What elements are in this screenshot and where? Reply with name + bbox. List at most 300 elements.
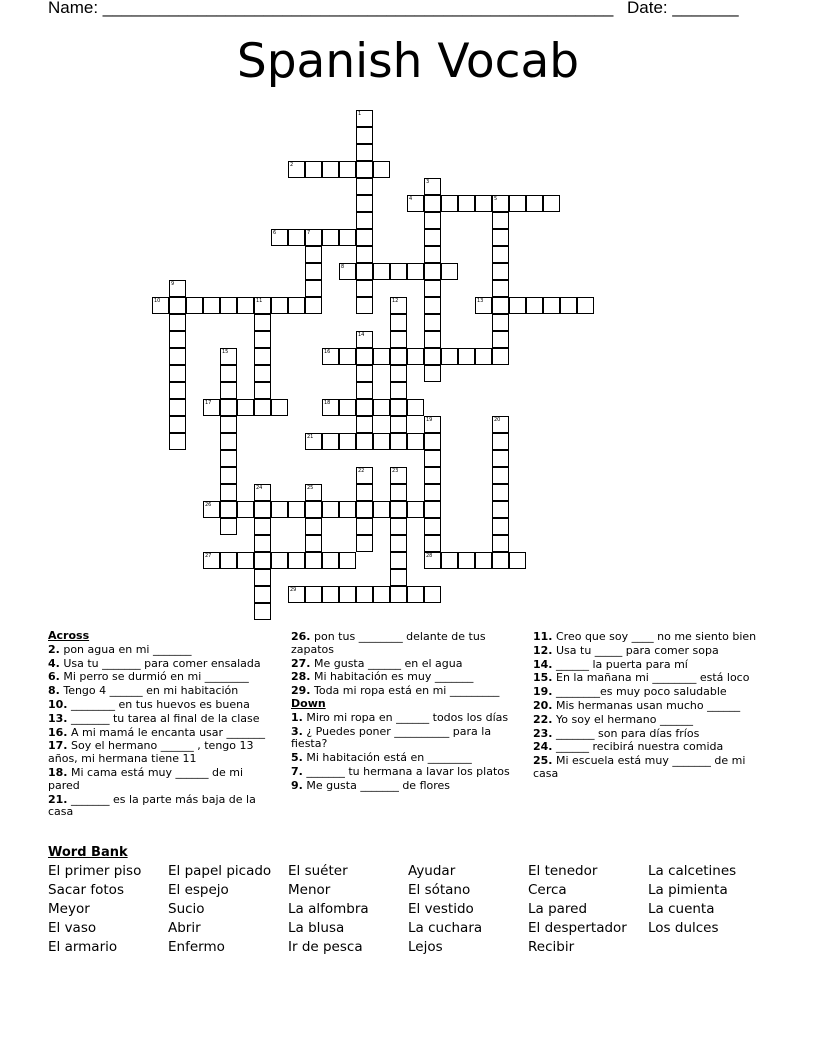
- clue-number: 25: [307, 485, 314, 491]
- crossword-cell[interactable]: [356, 229, 373, 246]
- crossword-cell[interactable]: [424, 331, 441, 348]
- crossword-cell[interactable]: [492, 297, 509, 314]
- clue-text: _______ son para días fríos: [552, 726, 700, 740]
- clue-number-label: 18.: [48, 765, 68, 779]
- crossword-cell[interactable]: [424, 450, 441, 467]
- crossword-cell[interactable]: [305, 501, 322, 518]
- crossword-cell[interactable]: [305, 246, 322, 263]
- crossword-cell[interactable]: [220, 365, 237, 382]
- crossword-cell[interactable]: [492, 535, 509, 552]
- clue-number-label: 17.: [48, 739, 68, 753]
- crossword-cell[interactable]: [492, 195, 509, 212]
- crossword-cell[interactable]: [169, 297, 186, 314]
- crossword-cell[interactable]: [492, 280, 509, 297]
- crossword-cell[interactable]: [441, 552, 458, 569]
- word-bank-column: [408, 862, 528, 957]
- clue-number: 12: [392, 298, 399, 304]
- crossword-cell[interactable]: [441, 263, 458, 280]
- crossword-cell[interactable]: [424, 297, 441, 314]
- crossword-cell[interactable]: [322, 501, 339, 518]
- crossword-cell[interactable]: [356, 110, 373, 127]
- crossword-cell[interactable]: [237, 552, 254, 569]
- crossword-cell[interactable]: [424, 484, 441, 501]
- crossword-cell[interactable]: [390, 348, 407, 365]
- clue-text: ______ recibirá nuestra comida: [552, 740, 724, 754]
- crossword-cell[interactable]: [220, 297, 237, 314]
- crossword-cell[interactable]: [424, 433, 441, 450]
- crossword-cell[interactable]: [254, 297, 271, 314]
- crossword-cell[interactable]: [254, 382, 271, 399]
- crossword-cell[interactable]: [254, 484, 271, 501]
- clue-number-label: 6.: [48, 670, 60, 684]
- crossword-cell[interactable]: [203, 297, 220, 314]
- crossword-cell[interactable]: [407, 399, 424, 416]
- crossword-cell[interactable]: [475, 297, 492, 314]
- crossword-cell[interactable]: [288, 161, 305, 178]
- crossword-cell[interactable]: [492, 331, 509, 348]
- crossword-cell[interactable]: [543, 195, 560, 212]
- crossword-cell[interactable]: [288, 297, 305, 314]
- crossword-cell[interactable]: [186, 297, 203, 314]
- crossword-cell[interactable]: [407, 433, 424, 450]
- crossword-cell[interactable]: [305, 433, 322, 450]
- crossword-cell[interactable]: [254, 603, 271, 620]
- crossword-cell[interactable]: [356, 178, 373, 195]
- clue: [291, 671, 519, 684]
- crossword-cell[interactable]: [424, 263, 441, 280]
- crossword-cell[interactable]: [203, 399, 220, 416]
- clue-number: 13: [477, 298, 484, 304]
- crossword-cell[interactable]: [169, 280, 186, 297]
- clue-number: 23: [392, 468, 399, 474]
- crossword-cell[interactable]: [390, 535, 407, 552]
- crossword-cell[interactable]: [390, 365, 407, 382]
- crossword-cell[interactable]: [356, 586, 373, 603]
- crossword-cell[interactable]: [322, 552, 339, 569]
- clues-column-3: [533, 630, 765, 781]
- crossword-cell[interactable]: [305, 161, 322, 178]
- clue-number: 28: [426, 553, 433, 559]
- crossword-cell[interactable]: [356, 467, 373, 484]
- clue-text: Usa tu _______ para comer ensalada: [59, 656, 261, 670]
- crossword-cell[interactable]: [220, 416, 237, 433]
- name-field[interactable]: Name: ______________________________________________________: [48, 0, 614, 17]
- crossword-cell[interactable]: [492, 314, 509, 331]
- crossword-cell[interactable]: [254, 552, 271, 569]
- crossword-cell[interactable]: [254, 399, 271, 416]
- crossword-cell[interactable]: [254, 535, 271, 552]
- clue-number-label: 26.: [291, 630, 311, 643]
- crossword-cell[interactable]: [475, 348, 492, 365]
- crossword-cell[interactable]: [356, 331, 373, 348]
- crossword-cell[interactable]: [305, 518, 322, 535]
- crossword-cell[interactable]: [424, 212, 441, 229]
- crossword-cell[interactable]: [254, 501, 271, 518]
- crossword-cell[interactable]: [339, 433, 356, 450]
- crossword-cell[interactable]: [356, 416, 373, 433]
- crossword-cell[interactable]: [458, 552, 475, 569]
- clue-text: Mi perro se durmió en mi ________: [59, 670, 249, 684]
- crossword-cell[interactable]: [475, 552, 492, 569]
- clue: [533, 659, 765, 672]
- crossword-cell[interactable]: [339, 161, 356, 178]
- crossword-cell[interactable]: [220, 450, 237, 467]
- word-bank-word: El primer piso: [48, 863, 142, 879]
- crossword-cell[interactable]: [424, 365, 441, 382]
- crossword-cell[interactable]: [356, 433, 373, 450]
- word-bank-word: La blusa: [288, 920, 345, 936]
- crossword-cell[interactable]: [526, 195, 543, 212]
- clue-number-label: 20.: [533, 698, 553, 712]
- crossword-cell[interactable]: [543, 297, 560, 314]
- crossword-cell[interactable]: [305, 484, 322, 501]
- clue: [291, 766, 519, 779]
- crossword-cell[interactable]: [509, 297, 526, 314]
- crossword-cell[interactable]: [254, 569, 271, 586]
- clue-number-label: 7.: [291, 764, 303, 778]
- crossword-cell[interactable]: [356, 263, 373, 280]
- crossword-cell[interactable]: [305, 280, 322, 297]
- crossword-cell[interactable]: [475, 195, 492, 212]
- crossword-cell[interactable]: [424, 416, 441, 433]
- clue-text: Mi escuela está muy _______ de mi casa: [533, 754, 746, 780]
- crossword-cell[interactable]: [373, 586, 390, 603]
- clue-number-label: 12.: [533, 643, 553, 657]
- clue-number: 6: [273, 230, 277, 236]
- clue: [48, 658, 276, 671]
- word-bank-word: Los dulces: [648, 920, 719, 936]
- clue-number-label: 27.: [291, 656, 311, 670]
- crossword-cell[interactable]: [322, 161, 339, 178]
- crossword-cell[interactable]: [339, 552, 356, 569]
- crossword-cell[interactable]: [322, 229, 339, 246]
- crossword-cell[interactable]: [254, 314, 271, 331]
- crossword-cell[interactable]: [356, 382, 373, 399]
- crossword-cell[interactable]: [220, 348, 237, 365]
- crossword-cell[interactable]: [390, 399, 407, 416]
- crossword-cell[interactable]: [509, 195, 526, 212]
- clue-text: Miro mi ropa en ______ todos los días: [302, 710, 509, 724]
- crossword-cell[interactable]: [322, 586, 339, 603]
- crossword-cell[interactable]: [441, 195, 458, 212]
- crossword-cell[interactable]: [254, 348, 271, 365]
- across-heading: Across: [48, 629, 90, 642]
- crossword-cell[interactable]: [288, 229, 305, 246]
- crossword-cell[interactable]: [390, 433, 407, 450]
- crossword-cell[interactable]: [492, 552, 509, 569]
- crossword-cell[interactable]: [577, 297, 594, 314]
- clue-text: Yo soy el hermano ______: [552, 712, 693, 726]
- crossword-cell[interactable]: [390, 501, 407, 518]
- crossword-cell[interactable]: [271, 399, 288, 416]
- crossword-cell[interactable]: [424, 518, 441, 535]
- crossword-cell[interactable]: [339, 501, 356, 518]
- clue-text: En la mañana mi ________ está loco: [552, 671, 750, 685]
- crossword-cell[interactable]: [305, 263, 322, 280]
- crossword-cell[interactable]: [492, 348, 509, 365]
- clue-number-label: 16.: [48, 725, 68, 739]
- clue-text: _______ es la parte más baja de la casa: [48, 792, 256, 819]
- crossword-cell[interactable]: [220, 484, 237, 501]
- crossword-cell[interactable]: [390, 586, 407, 603]
- crossword-cell[interactable]: [492, 246, 509, 263]
- clue-text: Mis hermanas usan mucho ______: [552, 698, 741, 712]
- crossword-cell[interactable]: [339, 348, 356, 365]
- crossword-cell[interactable]: [492, 467, 509, 484]
- clue: [533, 631, 765, 644]
- clue: [48, 767, 276, 793]
- crossword-cell[interactable]: [560, 297, 577, 314]
- crossword-cell[interactable]: [271, 501, 288, 518]
- crossword-cell[interactable]: [424, 348, 441, 365]
- crossword-cell[interactable]: [356, 212, 373, 229]
- clue-text: ________es muy poco saludable: [552, 685, 727, 699]
- crossword-cell[interactable]: [169, 382, 186, 399]
- word-bank-word: La pimienta: [648, 882, 728, 898]
- crossword-cell[interactable]: [356, 501, 373, 518]
- crossword-cell[interactable]: [424, 246, 441, 263]
- crossword-cell[interactable]: [424, 467, 441, 484]
- crossword-cell[interactable]: [390, 518, 407, 535]
- crossword-cell[interactable]: [407, 263, 424, 280]
- crossword-cell[interactable]: [339, 399, 356, 416]
- clue-number: 29: [290, 587, 297, 593]
- crossword-cell[interactable]: [390, 382, 407, 399]
- crossword-cell[interactable]: [373, 263, 390, 280]
- crossword-cell[interactable]: [424, 552, 441, 569]
- clue-number: 1: [358, 111, 362, 117]
- clue-number: 4: [409, 196, 413, 202]
- clue-number-label: 25.: [533, 754, 553, 768]
- crossword-cell[interactable]: [373, 348, 390, 365]
- crossword-cell[interactable]: [492, 484, 509, 501]
- crossword-cell[interactable]: [237, 399, 254, 416]
- crossword-cell[interactable]: [169, 433, 186, 450]
- clue-number: 19: [426, 417, 433, 423]
- word-bank-word: Lejos: [408, 939, 443, 955]
- crossword-cell[interactable]: [356, 161, 373, 178]
- word-bank-word: Meyor: [48, 901, 90, 917]
- crossword-cell[interactable]: [509, 552, 526, 569]
- crossword-cell[interactable]: [390, 467, 407, 484]
- crossword-cell[interactable]: [305, 229, 322, 246]
- crossword-cell[interactable]: [356, 195, 373, 212]
- crossword-cell[interactable]: [356, 484, 373, 501]
- word-bank-word: El sótano: [408, 882, 471, 898]
- crossword-cell[interactable]: [322, 399, 339, 416]
- crossword-cell[interactable]: [373, 501, 390, 518]
- crossword-cell[interactable]: [288, 501, 305, 518]
- crossword-cell[interactable]: [458, 348, 475, 365]
- crossword-cell[interactable]: [152, 297, 169, 314]
- crossword-cell[interactable]: [356, 518, 373, 535]
- clue-number-label: 22.: [533, 712, 553, 726]
- crossword-cell[interactable]: [373, 161, 390, 178]
- crossword-cell[interactable]: [458, 195, 475, 212]
- crossword-cell[interactable]: [356, 297, 373, 314]
- crossword-cell[interactable]: [169, 331, 186, 348]
- crossword-cell[interactable]: [220, 399, 237, 416]
- crossword-cell[interactable]: [492, 229, 509, 246]
- crossword-cell[interactable]: [322, 433, 339, 450]
- crossword-cell[interactable]: [407, 195, 424, 212]
- clue: [48, 713, 276, 726]
- crossword-cell[interactable]: [271, 229, 288, 246]
- clue-number: 26: [205, 502, 212, 508]
- clue: [533, 645, 765, 658]
- crossword-cell[interactable]: [441, 348, 458, 365]
- crossword-cell[interactable]: [492, 212, 509, 229]
- crossword-cell[interactable]: [169, 365, 186, 382]
- clue-number: 5: [494, 196, 498, 202]
- crossword-cell[interactable]: [390, 263, 407, 280]
- crossword-cell[interactable]: [424, 586, 441, 603]
- crossword-cell[interactable]: [424, 535, 441, 552]
- crossword-cell[interactable]: [220, 433, 237, 450]
- crossword-cell[interactable]: [322, 348, 339, 365]
- clue-number-label: 14.: [533, 657, 553, 671]
- clue-number: 22: [358, 468, 365, 474]
- word-bank-word: Cerca: [528, 882, 567, 898]
- clue: [48, 685, 276, 698]
- crossword-cell[interactable]: [492, 501, 509, 518]
- clue: [533, 672, 765, 685]
- clue-number: 11: [256, 298, 263, 304]
- crossword-cell[interactable]: [390, 484, 407, 501]
- clue-number-label: 5.: [291, 751, 303, 765]
- word-bank-word: El armario: [48, 939, 118, 955]
- clue-number: 7: [307, 230, 311, 236]
- clue-text: Me gusta _______ de flores: [302, 778, 451, 792]
- crossword-cell[interactable]: [305, 297, 322, 314]
- crossword-cell[interactable]: [237, 297, 254, 314]
- crossword-cell[interactable]: [424, 195, 441, 212]
- crossword-cell[interactable]: [356, 280, 373, 297]
- crossword-cell[interactable]: [220, 501, 237, 518]
- clue-number: 16: [324, 349, 331, 355]
- clue: [291, 658, 519, 671]
- crossword-cell[interactable]: [407, 501, 424, 518]
- crossword-cell[interactable]: [424, 280, 441, 297]
- crossword-cell[interactable]: [356, 127, 373, 144]
- crossword-cell[interactable]: [220, 467, 237, 484]
- crossword-cell[interactable]: [254, 331, 271, 348]
- crossword-cell[interactable]: [407, 348, 424, 365]
- crossword-cell[interactable]: [390, 552, 407, 569]
- crossword-cell[interactable]: [220, 518, 237, 535]
- crossword-cell[interactable]: [169, 399, 186, 416]
- clue: [533, 755, 765, 781]
- crossword-cell[interactable]: [492, 518, 509, 535]
- crossword-cell[interactable]: [356, 535, 373, 552]
- clue-number: 9: [171, 281, 175, 287]
- crossword-cell[interactable]: [356, 144, 373, 161]
- crossword-cell[interactable]: [424, 314, 441, 331]
- clue: [533, 728, 765, 741]
- word-bank-word: Menor: [288, 882, 331, 898]
- word-bank-word: El despertador: [528, 920, 627, 936]
- clue-number-label: 11.: [533, 630, 553, 643]
- crossword-cell[interactable]: [169, 314, 186, 331]
- clue-number-label: 21.: [48, 792, 68, 806]
- crossword-cell[interactable]: [339, 586, 356, 603]
- crossword-cell[interactable]: [492, 433, 509, 450]
- clue-number-label: 24.: [533, 740, 553, 754]
- clue-number: 8: [341, 264, 345, 270]
- crossword-cell[interactable]: [424, 178, 441, 195]
- crossword-cell[interactable]: [220, 552, 237, 569]
- clue: [48, 727, 276, 740]
- word-bank-word: Sacar fotos: [48, 882, 124, 898]
- clue-text: _______ tu tarea al final de la clase: [67, 711, 260, 725]
- crossword-cell[interactable]: [271, 552, 288, 569]
- crossword-cell[interactable]: [339, 263, 356, 280]
- clue-number: 24: [256, 485, 263, 491]
- crossword-cell[interactable]: [220, 382, 237, 399]
- crossword-cell[interactable]: [492, 263, 509, 280]
- clue-number-label: 10.: [48, 697, 68, 711]
- crossword-cell[interactable]: [356, 348, 373, 365]
- crossword-cell[interactable]: [169, 348, 186, 365]
- crossword-cell[interactable]: [254, 518, 271, 535]
- clue-text: Toda mi ropa está en mi _________: [310, 684, 500, 698]
- clue-number-label: 13.: [48, 711, 68, 725]
- crossword-cell[interactable]: [407, 586, 424, 603]
- crossword-cell[interactable]: [305, 552, 322, 569]
- date-field[interactable]: Date: _______: [627, 0, 739, 17]
- crossword-cell[interactable]: [492, 416, 509, 433]
- crossword-cell[interactable]: [424, 501, 441, 518]
- crossword-cell[interactable]: [356, 246, 373, 263]
- clue-number: 3: [426, 179, 430, 185]
- crossword-cell[interactable]: [390, 416, 407, 433]
- crossword-cell[interactable]: [237, 501, 254, 518]
- crossword-cell[interactable]: [390, 297, 407, 314]
- crossword-cell[interactable]: [288, 586, 305, 603]
- word-bank-word: El papel picado: [168, 863, 272, 879]
- clue: [291, 726, 519, 752]
- crossword-cell[interactable]: [203, 552, 220, 569]
- clue-text: Tengo 4 ______ en mi habitación: [59, 684, 239, 698]
- crossword-cell[interactable]: [390, 314, 407, 331]
- crossword-cell[interactable]: [492, 450, 509, 467]
- crossword-cell[interactable]: [305, 586, 322, 603]
- crossword-cell[interactable]: [390, 569, 407, 586]
- crossword-cell[interactable]: [254, 365, 271, 382]
- down-heading: Down: [291, 696, 326, 710]
- crossword-cell[interactable]: [203, 501, 220, 518]
- clue-number: 21: [307, 434, 314, 440]
- word-bank-word: La cuchara: [408, 920, 483, 936]
- crossword-cell[interactable]: [288, 552, 305, 569]
- clue: [291, 712, 519, 725]
- crossword-cell[interactable]: [356, 399, 373, 416]
- crossword-cell[interactable]: [254, 586, 271, 603]
- crossword-cell[interactable]: [305, 535, 322, 552]
- clue-number-label: 29.: [291, 684, 311, 698]
- crossword-cell[interactable]: [373, 399, 390, 416]
- word-bank-word: El vaso: [48, 920, 97, 936]
- crossword-cell[interactable]: [356, 365, 373, 382]
- clue-number-label: 4.: [48, 656, 60, 670]
- crossword-cell[interactable]: [271, 297, 288, 314]
- crossword-cell[interactable]: [373, 433, 390, 450]
- crossword-cell[interactable]: [424, 229, 441, 246]
- crossword-cell[interactable]: [390, 331, 407, 348]
- crossword-cell[interactable]: [526, 297, 543, 314]
- crossword-cell[interactable]: [169, 416, 186, 433]
- crossword-cell[interactable]: [339, 229, 356, 246]
